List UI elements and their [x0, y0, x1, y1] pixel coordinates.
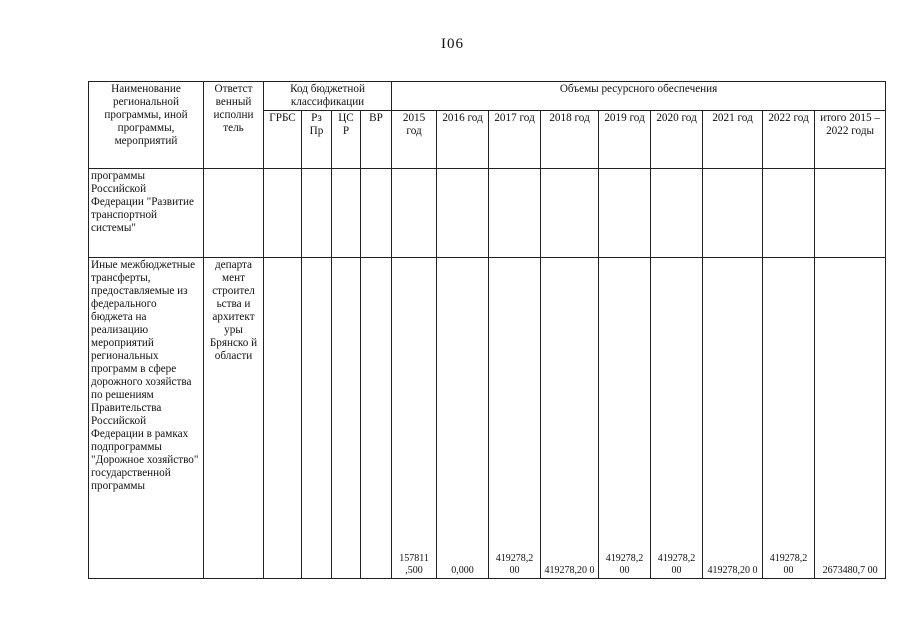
header-name: Наименование региональной программы, иной программы, мероприятий	[89, 82, 204, 169]
header-resources: Объемы ресурсного обеспечения	[392, 82, 886, 111]
header-year-2017: 2017 год	[489, 111, 541, 169]
row-value-2017: 419278,2 00	[489, 258, 541, 579]
row-value-2021	[703, 169, 763, 258]
budget-table	[88, 81, 886, 579]
header-row-1	[89, 82, 886, 111]
row-value-2016: 0,000	[437, 258, 489, 579]
header-total: итого 2015 – 2022 годы	[815, 111, 886, 169]
row-name: Иные межбюджетные трансферты, предоставляемые из федерального бюджета на реализацию мероприятий региональных программ в сфере дорожного хозяйства по решениям Правительства Российской Федерации в рамках подпрограммы "Дорожное хозяйство" государственной программы	[89, 258, 204, 579]
row-value-2019	[599, 169, 651, 258]
row-value-2020	[651, 169, 703, 258]
row-vr	[361, 169, 392, 258]
row-vr	[361, 258, 392, 579]
row-value-2015: 157811 ,500	[392, 258, 437, 579]
table-row	[89, 258, 886, 579]
row-rzpr	[302, 258, 332, 579]
row-csr	[332, 169, 361, 258]
header-grbs: ГРБС	[264, 111, 302, 169]
header-year-2015: 2015 год	[392, 111, 437, 169]
header-vr: ВР	[361, 111, 392, 169]
row-grbs	[264, 258, 302, 579]
header-budget-code: Код бюджетной классификации	[264, 82, 392, 111]
header-year-2020: 2020 год	[651, 111, 703, 169]
page-number: I06	[441, 36, 464, 52]
header-year-2021: 2021 год	[703, 111, 763, 169]
row-executor	[204, 169, 264, 258]
row-value-2019: 419278,2 00	[599, 258, 651, 579]
row-value-2015	[392, 169, 437, 258]
row-value-2018	[541, 169, 599, 258]
header-year-2016: 2016 год	[437, 111, 489, 169]
table-row	[89, 169, 886, 258]
row-value-total: 2673480,7 00	[815, 258, 886, 579]
row-value-2022: 419278,2 00	[763, 258, 815, 579]
header-year-2019: 2019 год	[599, 111, 651, 169]
row-executor: департа мент строител ьства и архитект уры Брянско й области	[204, 258, 264, 579]
row-rzpr	[302, 169, 332, 258]
row-csr	[332, 258, 361, 579]
row-value-2021: 419278,20 0	[703, 258, 763, 579]
row-grbs	[264, 169, 302, 258]
row-value-2017	[489, 169, 541, 258]
row-value-2018: 419278,20 0	[541, 258, 599, 579]
header-year-2018: 2018 год	[541, 111, 599, 169]
row-value-total	[815, 169, 886, 258]
row-value-2020: 419278,2 00	[651, 258, 703, 579]
header-rzpr: Рз Пр	[302, 111, 332, 169]
row-name: программы Российской Федерации "Развитие транспортной системы"	[89, 169, 204, 258]
row-value-2022	[763, 169, 815, 258]
header-executor: Ответст венный исполни тель	[204, 82, 264, 169]
row-value-2016	[437, 169, 489, 258]
header-csr: ЦС Р	[332, 111, 361, 169]
header-year-2022: 2022 год	[763, 111, 815, 169]
